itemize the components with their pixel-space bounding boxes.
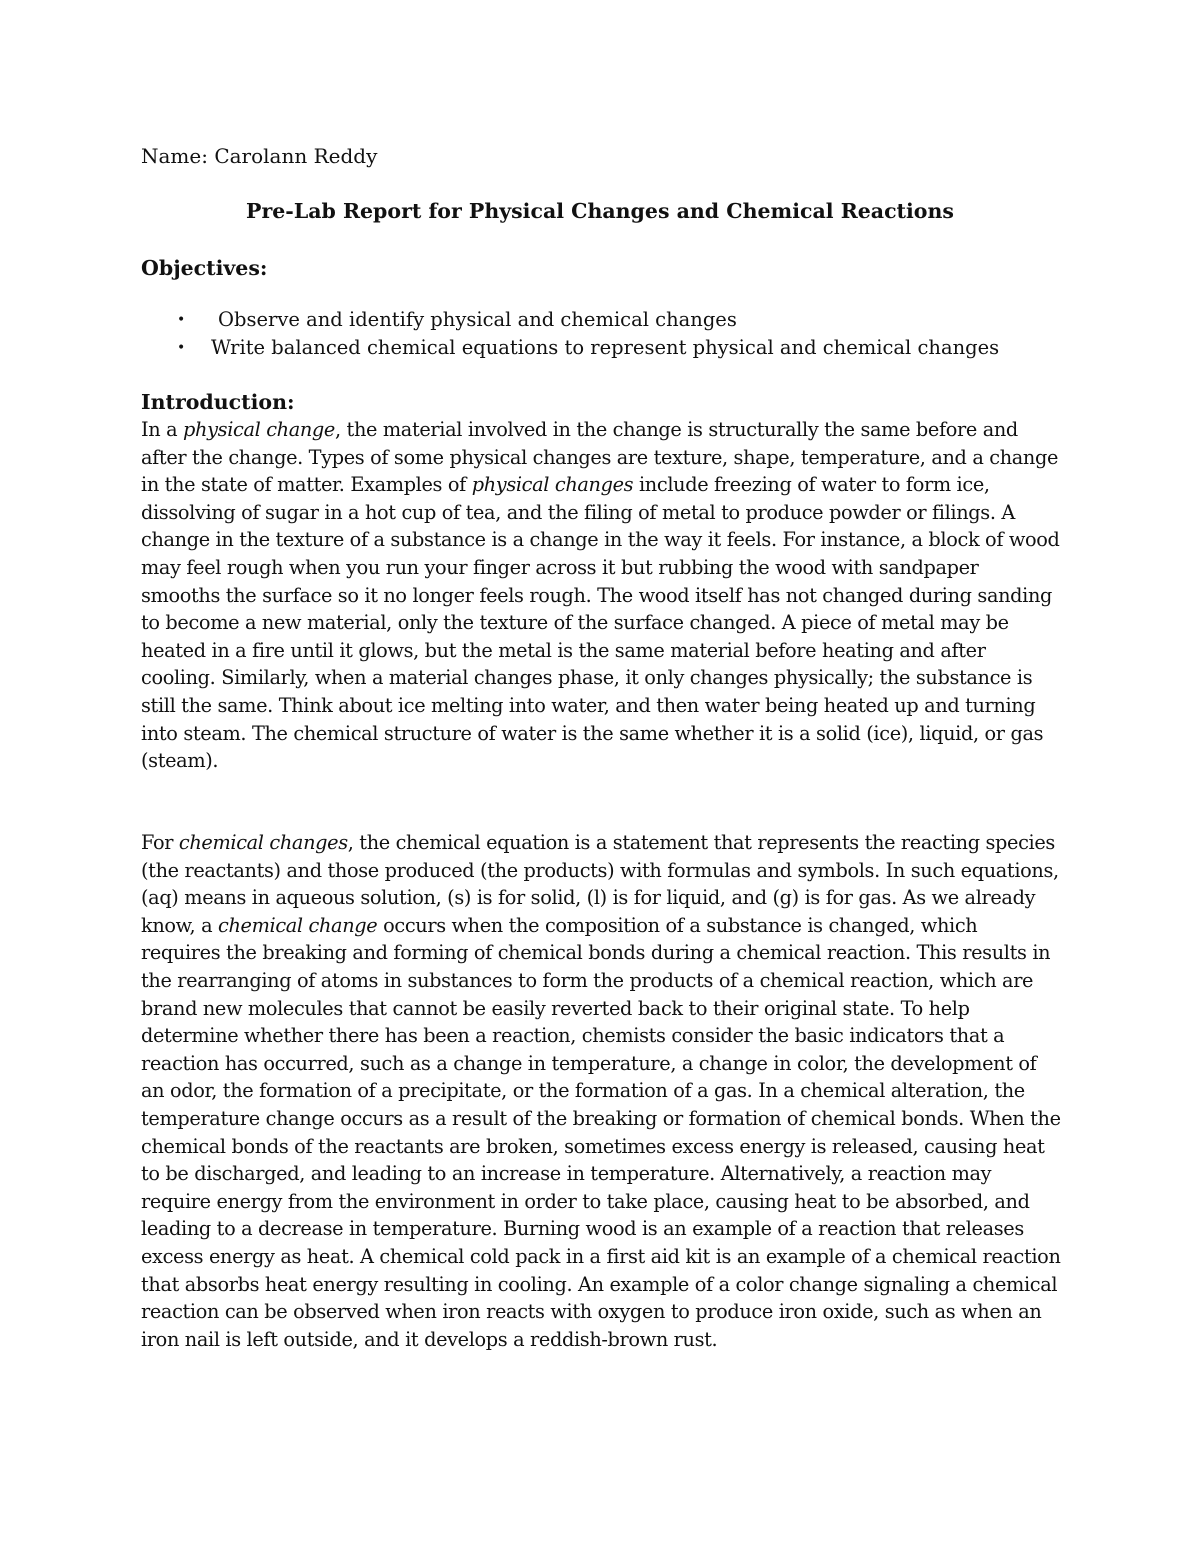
text-run: include freezing of water to form ice, dissolving of sugar in a hot cup of tea, and the filing of metal to produce powder or filings. A change in the texture of a substance is a change in the way it feels. For instance, a block of wood may feel rough when you run your finger across it but rubbing the wood with sandpaper smooths the surface so it no longer feels rough. The wood itself has not changed during sanding to become a new material, only the texture of the surface changed. A piece of metal may be heated in a fire until it glows, but the metal is the same material before heating and after cooling. Similarly, when a material changes phase, it only changes physically; the substance is still the same. Think about ice melting into water, and then water being heated up and turning into steam. The chemical structure of water is the same whether it is a solid (ice), liquid, or gas (steam). xyxy=(141,473,1060,773)
emphasis-term: chemical change xyxy=(218,913,378,937)
introduction-heading: Introduction: xyxy=(141,390,295,414)
emphasis-term: chemical changes xyxy=(178,831,348,854)
objectives-heading: Objectives: xyxy=(141,256,268,280)
objectives-list xyxy=(141,306,999,362)
text-run: , the chemical equation is a statement that represents the reacting species (the reactants) and those produced (the products) with formulas and symbols. In such equations, (aq) means in aqueous solution, (s) is for solid, (l) is for liquid, and (g) is for gas. As we already know, a xyxy=(141,831,1059,937)
student-name: Name: Carolann Reddy xyxy=(141,144,378,168)
text-run: , the material involved in the change is structurally the same before and after the change. Types of some physical changes are texture, shape, temperature, and a change in the state of matter. Examples of xyxy=(141,418,1059,497)
list-item xyxy=(141,334,999,362)
objective-text: Observe and identify physical and chemical changes xyxy=(218,308,737,331)
emphasis-term: physical changes xyxy=(471,473,634,497)
text-run: occurs when the composition of a substance is changed, which requires the breaking and forming of chemical bonds during a chemical reaction. This results in the rearranging of atoms in substances to form the products of a chemical reaction, which are brand new molecules that cannot be easily reverted back to their original state. To help determine whether there has been a reaction, chemists consider the basic indicators that a reaction has occurred, such as a change in temperature, a change in color, the development of an odor, the formation of a precipitate, or the formation of a gas. In a chemical alteration, the temperature change occurs as a result of the breaking or formation of chemical bonds. When the chemical bonds of the reactants are broken, sometimes excess energy is released, causing heat to be discharged, and leading to an increase in temperature. Alternatively, a reaction may require energy from the environment in order to take place, causing heat to be absorbed, and leading to a decrease in temperature. Burning wood is an example of a reaction that releases excess energy as heat. A chemical cold pack in a first aid kit is an example of a chemical reaction that absorbs heat energy resulting in cooling. An example of a color change signaling a chemical reaction can be observed when iron reacts with oxygen to produce iron oxide, such as when an iron nail is left outside, and it develops a reddish-brown rust. xyxy=(141,913,1061,1351)
report-title: Pre-Lab Report for Physical Changes and Chemical Reactions xyxy=(246,199,954,223)
bullet-icon: • xyxy=(177,312,186,328)
text-run: For xyxy=(141,831,179,854)
bullet-icon: • xyxy=(177,340,186,356)
intro-paragraph-physical xyxy=(141,416,1061,775)
objective-text: Write balanced chemical equations to represent physical and chemical changes xyxy=(211,336,1000,359)
list-item xyxy=(141,306,999,334)
emphasis-term: physical change xyxy=(183,418,335,441)
text-run: In a xyxy=(141,418,184,441)
intro-paragraph-chemical xyxy=(141,829,1061,1353)
